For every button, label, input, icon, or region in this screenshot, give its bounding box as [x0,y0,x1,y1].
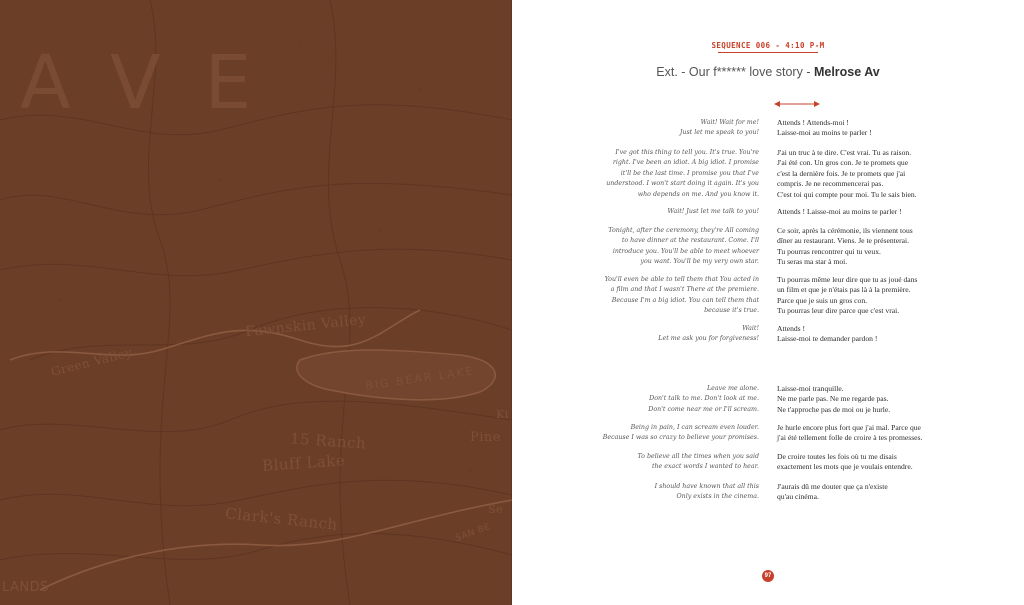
map-label-clarks-ranch: Clark's Ranch [224,504,339,534]
map-label-fawnskin-valley: Fawnskin Valley [244,311,368,341]
fr-line: dîner au restaurant. Viens. Je te présenterai. [777,236,910,246]
fr-block [777,324,957,345]
en-line: Wait! [742,325,759,332]
en-block [584,423,759,444]
map-label-green-valley: Green Valley [49,345,134,379]
fr-line: J'aurais dû me douter que ça n'existe [777,482,888,491]
map-label-se: Se [488,503,504,516]
en-block [584,148,759,200]
fr-line: Laisse-moi au moins te parler ! [777,128,872,138]
en-line: the exact words I wanted to hear. [651,463,759,471]
fr-line: De croire toutes les fois où tu me disais [777,452,897,461]
fr-line: Laisse-moi tranquille. [777,384,844,393]
en-block [584,384,759,415]
arrow-divider-icon [774,100,820,108]
en-line: To believe all the times when you said [637,453,759,460]
fr-line: J'ai un truc à te dire. C'est vrai. Tu as raison. [777,148,912,157]
map-label-ki: Ki [496,408,509,421]
fr-block [777,226,957,268]
fr-line: C'est toi qui compte pour moi. Tu le sais bien. [777,189,917,199]
en-block [584,118,759,139]
fr-line: Tu seras ma star à moi. [777,257,848,267]
en-line: Leave me alone. [707,385,759,392]
en-block [584,275,759,317]
en-line: who depends on me. And you know it. [637,190,759,198]
fr-line: Ne t'approche pas de moi ou je hurle. [777,404,891,414]
sequence-underline [718,52,818,53]
en-line: because it's true. [704,307,759,315]
en-line: it'll be the last time. I promise you that I've [620,169,759,177]
en-line: Don't come near me or I'll scream. [648,405,759,413]
en-line: Tonight, after the ceremony, they're All coming [608,227,759,234]
en-line: Because I'm a big idiot. You can tell them that [611,296,759,304]
map-label-san-be: SAN BE [454,522,493,544]
en-line: Wait! Just let me talk to you! [667,208,759,215]
fr-block [777,482,957,503]
en-line: Just let me speak to you! [679,129,759,137]
en-line: Don't talk to me. Don't look at me. [649,395,759,403]
fr-block [777,452,957,473]
fr-line: j'ai été tellement folle de croire à tes promesses. [777,433,923,443]
en-line: you want. You'll be my very own star. [640,258,759,266]
en-block [584,207,759,217]
fr-line: Tu pourras rencontrer qui tu veux. [777,246,881,256]
fr-line: Ne me parle pas. Ne me regarde pas. [777,394,889,404]
fr-line: J'ai été con. Un gros con. Je te promets que [777,158,909,168]
fr-line: exactement les mots que je voulais entendre. [777,462,913,472]
fr-block [777,118,957,139]
fr-line: compris. Je ne recommencerai pas. [777,179,884,189]
fr-line: Attends ! [777,324,806,333]
map-label-pine: Pine [470,430,501,445]
en-block [584,482,759,503]
map-label-bluff-lake: Bluff Lake [261,451,346,475]
en-line: Wait! Wait for me! [700,119,759,126]
fr-block [777,207,957,217]
fr-block [777,423,957,444]
fr-line: Attends ! Attends-moi ! [777,118,849,127]
en-block [584,324,759,345]
script-page [512,0,1024,605]
page-number-badge: 97 [762,570,774,582]
fr-block [777,148,957,200]
en-line: Because I was so crazy to believe your promises. [602,434,759,442]
fr-block [777,275,957,317]
en-line: I should have known that all this [654,483,759,490]
en-line: Only exists in the cinema. [676,493,759,501]
en-line: I've got this thing to tell you. It's true. You're [615,149,759,156]
fr-line: Tu pourras même leur dire que tu as joué dans [777,275,918,284]
fr-block [777,384,957,415]
en-block [584,452,759,473]
fr-line: Attends ! Laisse-moi au moins te parler ! [777,207,902,216]
scene-title-prefix: Ext. - Our f****** love story - [656,65,814,79]
fr-line: Je hurle encore plus fort que j'ai mal. Parce que [777,423,921,432]
map-label-big-bear-lake: BIG BEAR LAKE [364,364,476,393]
fr-line: qu'au cinéma. [777,492,819,502]
fr-line: un film et que je n'étais pas là à la première. [777,285,911,295]
en-line: Being in pain, I can scream even louder. [630,424,759,431]
map-label-15-ranch: 15 Ranch [289,429,367,453]
map-label-lands: LANDS [2,580,49,595]
en-line: You'll even be able to tell them that You acted in [604,276,759,283]
en-line: understood. I won't start doing it again. It's you [606,180,759,188]
fr-line: Parce que je suis un gros con. [777,295,868,305]
fr-line: Tu pourras leur dire parce que c'est vrai. [777,306,900,316]
fr-line: Laisse-moi te demander pardon ! [777,334,878,344]
sequence-label: SEQUENCE 006 - 4:10 P-M [711,41,825,50]
fr-line: Ce soir, après la cérémonie, ils viennent tous [777,226,913,235]
en-block [584,226,759,268]
scene-title-location: Melrose Av [813,65,880,79]
en-line: to have dinner at the restaurant. Come. I'll [621,237,759,245]
en-line: right. I've been an idiot. A big idiot. I promise [612,159,759,167]
en-line: a film and that I wasn't There at the premiere. [610,286,759,294]
map-big-letters: AVE [20,40,296,126]
fr-line: c'est la dernière fois. Je te promets que j'ai [777,168,906,178]
en-line: Let me ask you for forgiveness! [658,335,759,343]
en-line: introduce you. You'll be able to meet whoever [612,247,759,255]
scene-title [512,65,1024,79]
